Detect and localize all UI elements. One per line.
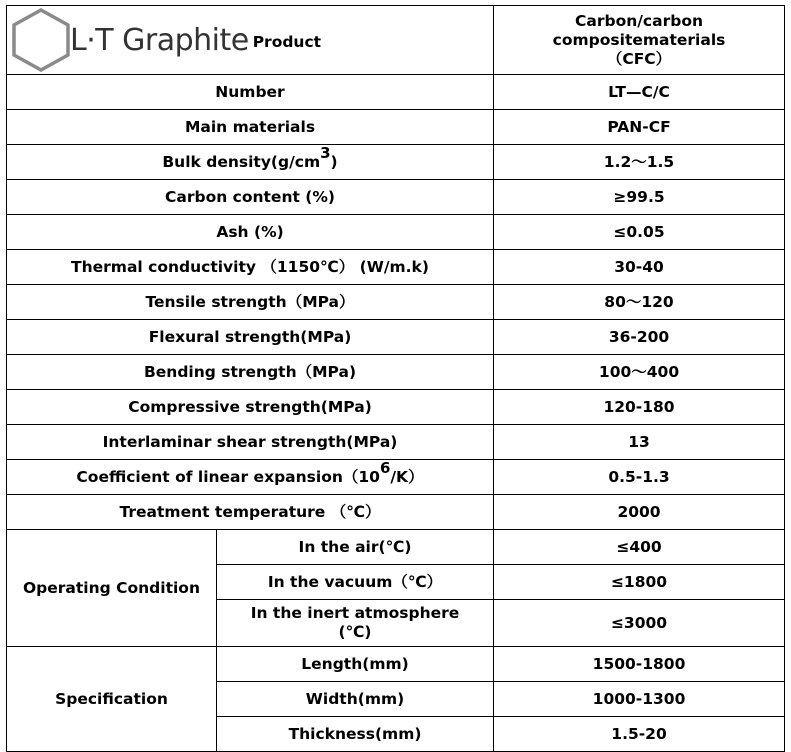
property-value: 2000 [494, 495, 785, 530]
product-label: Product [252, 32, 322, 51]
condition-label: In the vacuum（℃） [217, 565, 494, 600]
table-row [7, 75, 785, 110]
property-value: LT—C/C [494, 75, 785, 110]
spec-label: Width(mm) [217, 682, 494, 717]
label-text: Bulk density(g/cm [162, 152, 321, 171]
table-row [7, 145, 785, 180]
property-label: Number [7, 75, 494, 110]
table-row [7, 390, 785, 425]
logo-cell [7, 6, 494, 75]
property-label [7, 145, 494, 180]
table-row [7, 495, 785, 530]
spec-value: 1000-1300 [494, 682, 785, 717]
property-label: Treatment temperature （℃） [7, 495, 494, 530]
property-value: 1.2～1.5 [494, 145, 785, 180]
property-value: ≥99.5 [494, 180, 785, 215]
table-row [7, 320, 785, 355]
property-value: 120-180 [494, 390, 785, 425]
table-row [7, 285, 785, 320]
condition-value: ≤1800 [494, 565, 785, 600]
brand-name: L·T Graphite [70, 22, 249, 58]
column-title-line3: （CFC） [606, 49, 672, 68]
lt-graphite-hexagon-logo-icon [8, 7, 74, 73]
property-label: Compressive strength(MPa) [7, 390, 494, 425]
superscript: 3 [320, 144, 331, 163]
column-title [494, 6, 785, 75]
property-label: Interlaminar shear strength(MPa) [7, 425, 494, 460]
superscript: 6 [379, 459, 391, 478]
property-label: Ash (%) [7, 215, 494, 250]
spec-label: Length(mm) [217, 647, 494, 682]
label-text: Coefficient of linear expansion（10 [76, 467, 380, 486]
condition-value: ≤400 [494, 530, 785, 565]
operating-condition-label: Operating Condition [7, 530, 217, 647]
condition-label-line1: In the inert atmosphere [250, 604, 460, 622]
table-row [7, 647, 785, 682]
table-row [7, 110, 785, 145]
property-value: 13 [494, 425, 785, 460]
condition-label [217, 600, 494, 647]
property-value: ≤0.05 [494, 215, 785, 250]
column-title-line1: Carbon/carbon [575, 11, 704, 30]
property-label: Flexural strength(MPa) [7, 320, 494, 355]
property-label: Main materials [7, 110, 494, 145]
column-title-line2: compositematerials [552, 30, 726, 49]
property-label: Tensile strength（MPa） [7, 285, 494, 320]
property-value: 100～400 [494, 355, 785, 390]
condition-label-line2: (℃) [338, 623, 372, 641]
property-value: 80～120 [494, 285, 785, 320]
property-value: 36-200 [494, 320, 785, 355]
table-row [7, 355, 785, 390]
label-text: ) [330, 152, 338, 171]
header-row [7, 6, 785, 75]
table-row [7, 460, 785, 495]
table-row [7, 425, 785, 460]
property-value: PAN-CF [494, 110, 785, 145]
spec-value: 1.5-20 [494, 717, 785, 752]
property-label: Bending strength（MPa) [7, 355, 494, 390]
property-value: 0.5-1.3 [494, 460, 785, 495]
table-row [7, 215, 785, 250]
spec-label: Thickness(mm) [217, 717, 494, 752]
property-label: Carbon content (%) [7, 180, 494, 215]
spec-value: 1500-1800 [494, 647, 785, 682]
property-value: 30-40 [494, 250, 785, 285]
specification-label: Specification [7, 647, 217, 752]
property-label: Thermal conductivity （1150℃） (W/m.k) [7, 250, 494, 285]
spec-table [6, 5, 785, 752]
condition-label: In the air(℃) [217, 530, 494, 565]
label-text: /K） [390, 467, 424, 486]
table-row [7, 530, 785, 565]
condition-value: ≤3000 [494, 600, 785, 647]
property-label [7, 460, 494, 495]
table-row [7, 250, 785, 285]
table-row [7, 180, 785, 215]
